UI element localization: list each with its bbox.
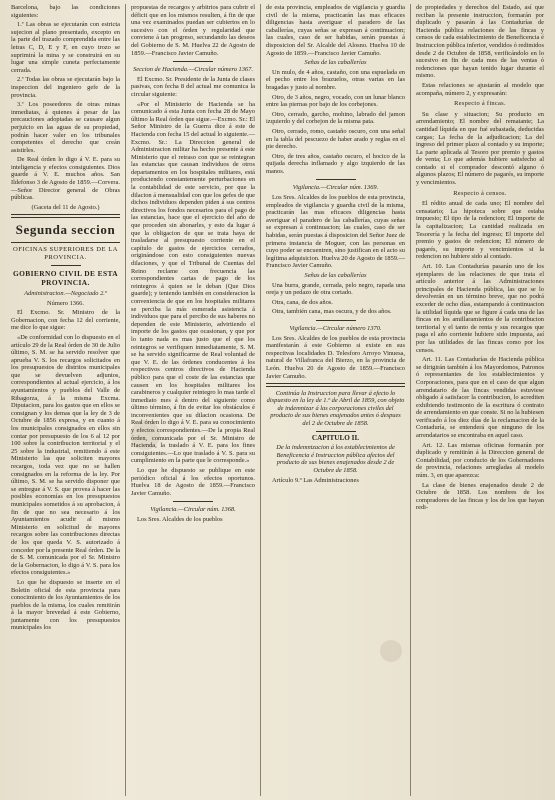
list-paragraph: El rédito anual de cada uno; El nombre del censatario; La hipoteca sobre que estaba impuesto; El tipo de la redencion; El importe de la capitalizacion; La cantidad realizada en Tesorería y la fecha del ingreso; El importe del premio y gastos de redencion; El número de pagarés, su importe y vencimientos si la redencion no hubiere sido al contado. <box>416 200 544 261</box>
instruction-title: Continúa la Instruccion para llevar á efecto lo dispuesto en la ley de 1.º de Abril de 1859, con objeto de indemnizar á las corporaciones civiles del producto de sus bienes enajenados antes ó despues del 2 de Octubre de 1858. <box>266 389 405 427</box>
paragraph: El Excmo. Sr. Ministro de la Gobernacion, con fecha 12 del corriente, me dice lo que sigue: <box>11 309 120 332</box>
paragraph: Otro, cerrado, romo, castaño oscuro, con una señal en la tabla del pescuezo de haber arado y reglas en el pie derecho. <box>266 127 405 151</box>
paragraph: Estas relaciones se ajustarán al modelo que acompaña, número 2, y expresarán: <box>416 81 544 97</box>
paragraph: Barcelona, bajo las condiciones siguientes: <box>11 4 120 19</box>
paragraph: Lo que he dispuesto se publique en este periódico oficial á los efectos oportunos. Huelva 18 de Agosto de 1859.—Francisco Javier Camuño. <box>131 467 255 497</box>
paragraph: Art. 12. Las mismas oficinas formarán por duplicado y remitirán á la Direccion general de Contabilidad, por conducto de los Gobernadores de provincia, relaciones arregladas al modelo núm. 3, en que aparezca: <box>416 441 544 480</box>
vigilance-heading: Vigilancia.—Circular núm. 1368. <box>150 506 236 514</box>
gazette-citation: (Gaceta del 11 de Agosto.) <box>31 203 100 211</box>
divider <box>316 431 356 432</box>
column-4 <box>410 4 549 796</box>
government-heading: GOBIERNO CIVIL DE ESTA PROVINCIA. <box>13 268 118 287</box>
divider <box>173 61 213 62</box>
divider <box>51 265 81 266</box>
number-line: Número 1366. <box>47 299 84 307</box>
senas-heading: Señas de las caballerías <box>304 272 367 279</box>
divider <box>316 179 356 180</box>
divider <box>316 320 356 321</box>
subheading-fincas: Respecto á fincas. <box>454 100 506 108</box>
paragraph: propuestas de recargos y arbitrios para cubrir el déficit que en los mismos resulten, á fin de que una vez examinados puedan ser cubiertos en lo sucesivo con el órden y regularidad que conviene á tan progreso, secundando las deseos del Gobierno de S. M. Huelva 22 de Agosto de 1859.—Francisco Javier Camuño. <box>131 4 255 57</box>
columns <box>6 4 549 796</box>
paragraph: de esta provincia, empleados de vigilancia y guardia civil de la misma, practicarán las mas eficaces diligencias hasta averiguar el paradero de las caballerías, cuyas señas se expresan á continuacion; las cuales, caso de ser habidas, serán puestas á disposicion del Sr. Alcalde del Alosno. Huelva 10 de Agosto de 1859.—Francisco Javier Camuño. <box>266 4 405 57</box>
subheading-censos: Respecto á censos. <box>453 189 507 197</box>
section-title: Segunda seccion <box>15 221 116 237</box>
paragraph: «De conformidad con lo dispuesto en el artículo 29 de la Real órden de 30 de Julio último, S. M. se ha servido resolver que aprueba V. S. los recargos solicitados en los presupuestos de distritos municipales que se devuelven adjuntos, correspondientes al actual ejercicio, á los ayuntamientos y pueblos del Valle de Ribagorza, á la misma Excma. Diputacion, para los gastos que en ellos se consignan y los demas que la ley de 3 de Octubre de 1856 expresa, y en cuanto á los municipales consignados en ellos sin contar por presupuesto de los 6 al 12 por 100 sobre la contribucion territorial y el 25 sobre la industrial, remitiendo á este Ministerio las que soliciten mayores recargos, toda vez que no se hallen consignados en la reforma de la ley. Por último, S. M. se ha servido disponer que se entregue á V. S. que provea á hacer las posibles economías en los presupuestos municipales sometidos á su aprobacion, á fin de que no sea necesario á los Ayuntamientos acudir al mismo Ministerio en solicitud de mayores recargos sobre las contribuciones directas de los que queda V. S. autorizado á conceder por la presente Real órden. De la de S. M. comunicada por el Sr. Ministro de la Gobernacion, lo digo á V. S. para los efectos consiguientes.» <box>11 333 120 577</box>
paragraph: «Por el Ministerio de Hacienda se ha comunicado á esta Junta con fecha 28 de Mayo último la Real órden que sigue.—Excmo. Sr.: El Señor Ministro de la Guerra dice á este de Hacienda con fecha 15 del actual lo siguiente.—Excmo. Sr.: La Direccion general de Administracion militar ha hecho presente á este Ministerio que el retraso con que se reintegran las estancias que causan individuos de otros departamentos en los hospitales militares, está produciendo constantemente perturbaciones en la contabilidad de este servicio, por que la dilacion á mensualidad con que los gefes de que dichos individuos dependen piden á sus centros directivos los fondos necesarios para el pago de las estancias, hace que el ejercicio del año de que proceden sin abonarles, y esto da lugar á que la obligacion de que se trata haya de trasladarse al presupuesto corriente en el capítulo de gastos de ejercicios cerrados, originándose con esto consiguientes nuevas dilaciones, y que el Tribunal de Cuentas del Reino reclame con frecuencia las correspondientes cartas de pago de los reintegros á quien se le deban (Que Dios guarde); y teniendo también en consideracion la conveniencia de que en los hospitales militares se perciba la más esmerada asistencia á individuos que para el percibo de sus haberes no dependen de este Ministerio, advirtiendo el importe de los gastos que ocasionan, y que por lo tanto nada es mas justo que el que los reintegros se verifiquen inmediatamente, S. M. se ha servido significarme de Real voluntad de que V. E. de las órdenes conducentes á los respectivos centros directivos de Hacienda público para que el coste de las estancias que causen en los hospitales militares los carabineros y cualquier reintegro lo mas tarde el inmediato mes á dentro del siguiente como último término, á fin de evitar los obstáculos é inconvenientes que su dilacion ocasiona. De Real órden lo digo á V. E. para su conocimiento y efectos correspondientes.—De la propia Real órden, comunicada por el Sr. Ministro de Hacienda, la traslado á V. E. para los fines consiguientes.—Lo que traslado á V. S. para su cumplimiento en la parte que le corresponde.» <box>131 100 255 465</box>
paragraph: Los Sres. Alcaldes de los pueblos de esta provincia manifestarán á este Gobierno si existe en sus respectivas localidades D. Telesforo Arroyo Vinuesa, natural de Villafranca del Bierzo, en la provincia de León. Huelva 20 de Agosto de 1859.—Francisco Javier Camuño. <box>266 334 405 380</box>
paragraph: 3.ª Los poseedores de otras minas inmediatas, á quienes á pesar de las precauciones adoptadas se causare algun perjuicio en las aguas de su propiedad, podrán hacer valer en los tribunales competentes el derecho que creán asistirles. <box>11 101 120 154</box>
paragraph: La clase de bienes enajenados desde 2 de Octubre de 1858. Los nombres de los compradores de las fincas y los de los que hayan redi- <box>416 481 544 512</box>
column-1 <box>6 4 125 796</box>
paragraph: Otra, también cana, mas oscura, y de dos años. <box>272 308 392 316</box>
paragraph: Los Sres. Alcaldes de los pueblos <box>137 516 223 523</box>
paragraph: Los Sres. Alcaldes de los pueblos de esta provincia, empleados de vigilancia y guardia civil de la misma, practicarán las mas eficaces diligencias hasta averiguar el paradero de las caballerías, cuyas señas se expresan á continuacion; las cuales, caso de ser habidas, serán puestas á disposicion del Señor Juez de primera instancia de Moguer, con las personas en cuyo poder se encuentren, sino justifican en el acto su legítima adquisicion. Huelva 20 de Agosto de 1859.—Francisco Javier Camuño. <box>266 194 405 270</box>
paragraph: Una burra, grande, cerrada, pelo negro, rapada una oreja y un pedazo de otra cortado. <box>266 281 405 297</box>
paragraph: Otro, de 3 años, negro, vocado, con un lunar blanco entre las piernas por bajo de los corbejones. <box>266 93 405 109</box>
offices-heading: OFICINAS SUPERIORES DE LA PROVINCIA. <box>12 245 118 261</box>
paragraph: Un mulo, de 4 años, castaño, con una espuelada en el pecho entre los brazuelos, otras varias en las bragadas y justo al nombre. <box>266 68 405 91</box>
paragraph: de propiedades y derechos del Estado, así que reciban la presente instruccion, formarán por duplicado y pasarán á las Contadurías de Hacienda pública relaciones de las fincas y censos de cada establecimiento de Beneficencia é Instruccion pública inferior, vendidos ó redimidos desde 2 de Octubre de 1858, verificándolo en lo sucesivo en fin de cada mes de las ventas ó redenciones que hayan tenido lugar durante el mismo. <box>416 4 544 80</box>
paragraph: Otro, cerrado, garcho, mohino, labrado del jamon izquierdo y del corbejon de la misma pata. <box>266 110 405 126</box>
paragraph: Otra, cana, de dos años. <box>272 298 333 306</box>
column-3 <box>260 4 410 796</box>
paragraph: 1.ª Las obras se ejecutarán con estricta sujecion al plano presentado, excepto en la parte del trazado comprendida entre las letras C, D, E y F, en cuyo trozo se suprimirá la mina y se construirá en su lugar una simple cuneta perfectamente cerrada. <box>11 21 120 74</box>
divider <box>11 214 120 218</box>
paragraph: Lo que he dispuesto se inserte en el Boletin oficial de esta provincia para conocimiento de los Ayuntamientos de los pueblos de la misma, los cuales remitirán á la mayor brevedad á este Gobierno, juntamente con los presupuestos municipales los <box>11 578 120 632</box>
paragraph: Art. 10. Las Contadurías pasarán uno de los ejemplares de las relaciones de que trata el artículo anterior á las Administraciones principales de Hacienda pública, las que se lo devolverán en un término breve, que no podrá exceder de ocho días, estampando á continuacion la utilidad líquida que se figure á cada una de las fincas en los amillaramientos de la contribucion territorial y el tanto de renta y sus recargos que paga el año corriente hubiere sido impuesta, así por las utilidades de las fincas como por los censos. <box>416 263 544 354</box>
vigilance-heading: Vigilancia.—Circular número 1370. <box>289 324 382 332</box>
divider <box>173 501 213 502</box>
paragraph: Art. 11. Las Contadurías de Hacienda pública se dirigirán también á los Mayordomos, Patronos ó representantes de los establecimientos y Corporaciones, para que en el caso de que algun arrendatario de las fincas vendidas estuviese obligado á satisfacer la contribucion, lo acrediten exhibiendo testimonio de la escritura ó contrato de arrendamiento en que conste. Si no la hubiesen verificado á los diez días de la reclamacion de la Contaduría, se entenderá que ninguno de los arrendatarios se encontraba en aquel caso. <box>416 356 544 440</box>
vigilance-heading: Vigilancia.—Circular núm. 1369. <box>292 184 379 192</box>
circular-heading: Seccion de Hacienda.—Circular número 1367. <box>133 66 253 74</box>
admin-line: Administracion.—Negociado 2.º <box>24 289 107 297</box>
paragraph: 2.ª Todas las obras se ejecutarán bajo la inspeccion del ingeniero gefe de la provincia. <box>11 76 120 99</box>
paragraph: Otro, de tres años, castaño oscuro, el hocico de la quijada derecha inflamado y algo izquierdo de las manos. <box>266 152 405 175</box>
divider <box>266 383 405 387</box>
paragraph: El Excmo. Sr. Presidente de la Junta de clases pasivas, con fecha 8 del actual me comunica la circular siguiente: <box>131 75 255 98</box>
divider <box>11 242 120 243</box>
senas-heading: Señas de las caballerías <box>304 59 367 67</box>
chapter-heading: CAPITULO II. <box>311 433 360 442</box>
chapter-subtitle: De la indemnizacion á los establecimientos de Beneficencia é Instruccion pública afectos del producto de sus bienes enajenados desde 2 de Octubre de 1858. <box>276 444 395 474</box>
column-2 <box>125 4 260 796</box>
paragraph: Artículo 9.º Las Administraciones <box>272 476 359 484</box>
list-paragraph: Su clase y situacion; Su producto en arrendamiento; El nombre del rematante; La cantidad líquida en que fué subastada, deducidas cargas; La fecha de la adjudicacion; La del ingreso del primer plazo al contado y su importe; La parte aplicada al Tesoro por premio y gastos de venta; Lo que además hubiere satisfecho al contado si el comprador descontó alguno ó algunos plazos; El número de pagarés, su importe y vencimientos. <box>416 110 544 187</box>
paragraph: De Real órden lo digo á V. E. para su inteligencia y efectos consiguientes. Dios guarde á V. E. muchos años. San Ildefonso 3 de Agosto de 1859.—Corvera.—Señor Director general de Obras públicas. <box>11 156 120 202</box>
